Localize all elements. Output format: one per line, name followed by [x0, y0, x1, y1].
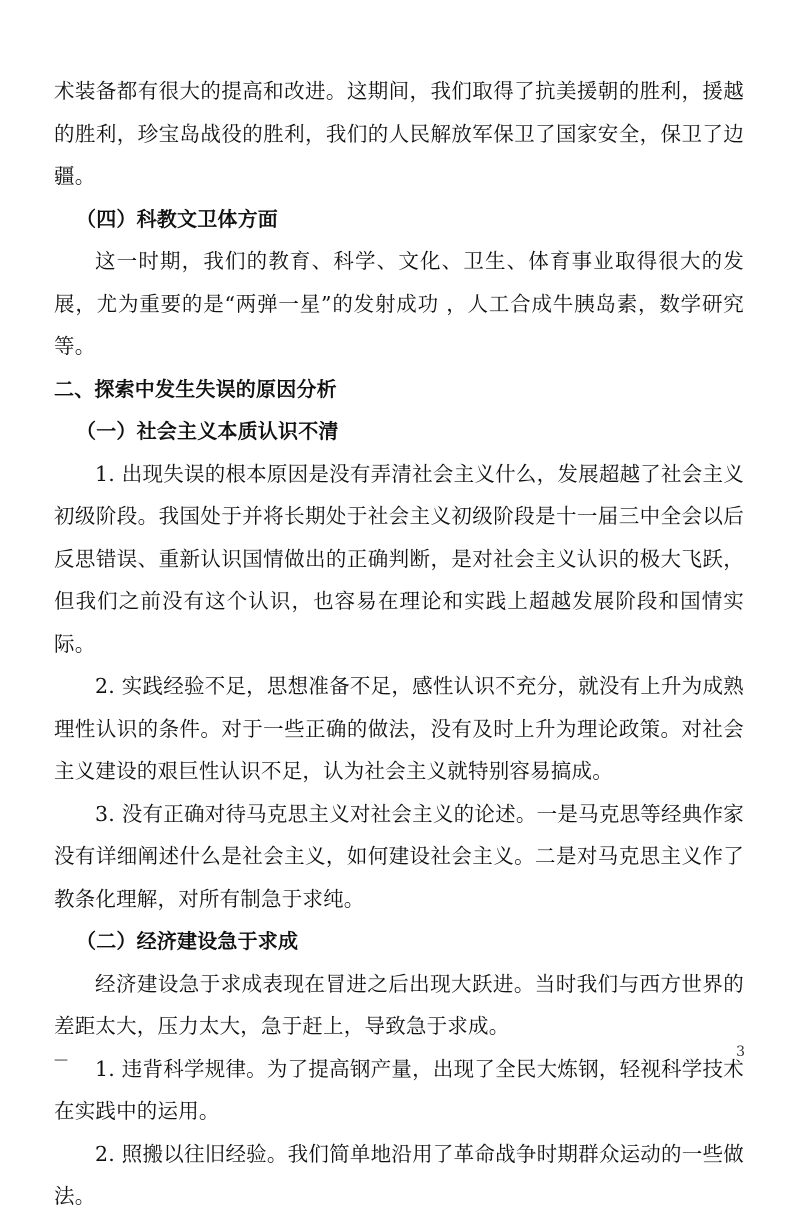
section-heading-1: （一）社会主义本质认识不清: [76, 419, 339, 443]
page-number: 3: [736, 1044, 745, 1060]
paragraph-5: 3. 没有正确对待马克思主义对社会主义的论述。一是马克思等经典作家没有详细阐述什么是社会主义，如何建设社会主义。二是对马克思主义作了教条化理解，对所有制急于求纯。: [54, 801, 744, 911]
document-body: [54, 70, 744, 1218]
footer-dash: —: [54, 1052, 68, 1068]
paragraph-1: 术装备都有很大的提高和改进。这期间，我们取得了抗美援朝的胜利，援越的胜利，珍宝岛战役的胜利，我们的人民解放军保卫了国家安全，保卫了边疆。: [54, 79, 744, 188]
paragraph-2: 这一时期，我们的教育、科学、文化、卫生、体育事业取得很大的发展，尤为重要的是“两弹一星”的发射成功 ，人工合成牛胰岛素，数学研究等。: [54, 249, 744, 358]
paragraph-3: 1. 出现失误的根本原因是没有弄清社会主义什么，发展超越了社会主义初级阶段。我国处于并将长期处于社会主义初级阶段是十一届三中全会以后反思错误、重新认识国情做出的正确判断，是对社会主义认识的极大飞跃，但我们之前没有这个认识，也容易在理论和实践上超越发展阶段和国情实际。: [54, 461, 744, 656]
section-heading-2: （二）经济建设急于求成: [76, 929, 299, 953]
paragraph-8: 2. 照搬以往旧经验。我们简单地沿用了革命战争时期群众运动的一些做法。: [54, 1141, 744, 1208]
paragraph-7: 1. 违背科学规律。为了提高钢产量，出现了全民大炼钢，轻视科学技术在实践中的运用。: [54, 1056, 744, 1123]
chapter-heading-2: 二、探索中发生失误的原因分析: [54, 376, 337, 401]
section-heading-4: （四）科教文卫体方面: [76, 206, 278, 231]
paragraph-4: 2. 实践经验不足，思想准备不足，感性认识不充分，就没有上升为成熟理性认识的条件。对于一些正确的做法，没有及时上升为理论政策。对社会主义建设的艰巨性认识不足，认为社会主义就特别容易搞成。: [54, 674, 744, 783]
paragraph-6: 经济建设急于求成表现在冒进之后出现大跃进。当时我们与西方世界的差距太大，压力太大，急于赶上，导致急于求成。: [54, 971, 744, 1038]
